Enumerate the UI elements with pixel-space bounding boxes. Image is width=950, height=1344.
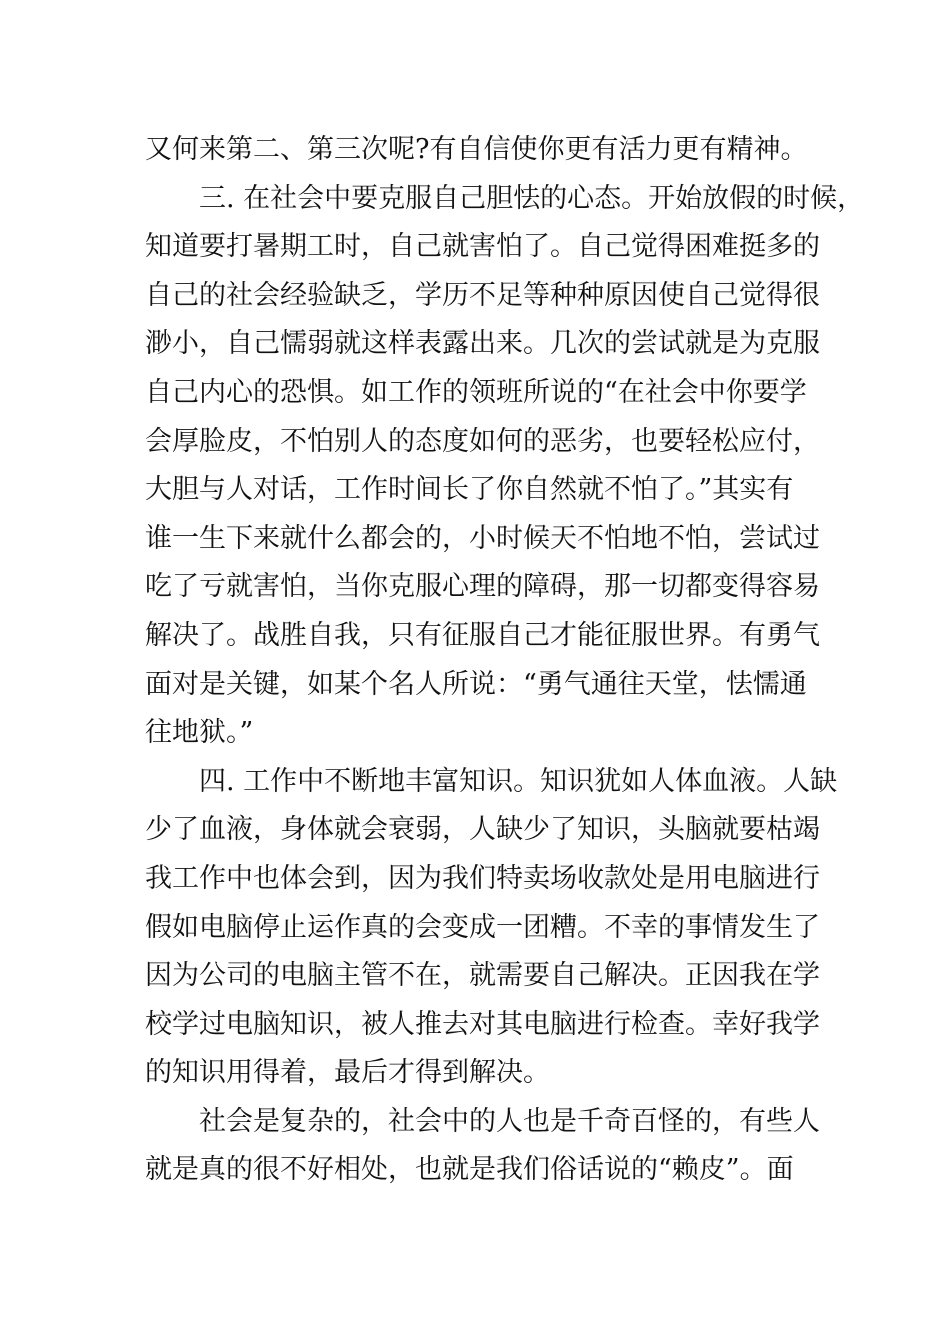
text-line-20: 的知识用得着，最后才得到解决。 [145,1057,550,1089]
text-line-16: 我工作中也体会到，因为我们特卖场收款处是用电脑进行 [145,862,820,894]
text-line-2: 三. 在社会中要克服自己胆怯的心态。开始放假的时候， [199,182,865,214]
text-line-14: 四. 工作中不断地丰富知识。知识犹如人体血液。人缺 [199,765,838,797]
text-line-21: 社会是复杂的，社会中的人也是千奇百怪的，有些人 [199,1105,820,1137]
text-line-3: 知道要打暑期工时，自己就害怕了。自己觉得困难挺多的 [145,231,820,263]
text-line-15: 少了血液，身体就会衰弱，人缺少了知识，头脑就要枯竭 [145,814,820,846]
text-line-7: 会厚脸皮，不怕别人的态度如何的恶劣，也要轻松应付， [145,425,820,457]
text-line-8: 大胆与人对话，工作时间长了你自然就不怕了。”其实有 [145,474,794,506]
text-line-10: 吃了亏就害怕，当你克服心理的障碍，那一切都变得容易 [145,571,820,603]
text-line-13: 往地狱。” [145,717,254,749]
text-line-19: 校学过电脑知识，被人推去对其电脑进行检查。幸好我学 [145,1008,820,1040]
text-line-11: 解决了。战胜自我，只有征服自己才能征服世界。有勇气 [145,619,820,651]
text-line-18: 因为公司的电脑主管不在，就需要自己解决。正因我在学 [145,960,820,992]
text-line-1: 又何来第二、第三次呢?有自信使你更有活力更有精神。 [145,134,808,165]
text-line-12: 面对是关键，如某个名人所说：“勇气通往天堂，怯懦通 [145,668,807,700]
text-line-22: 就是真的很不好相处，也就是我们俗话说的“赖皮”。面 [145,1154,794,1186]
text-line-5: 渺小，自己懦弱就这样表露出来。几次的尝试就是为克服 [145,328,820,360]
body-text [145,126,865,1195]
text-line-9: 谁一生下来就什么都会的，小时候天不怕地不怕，尝试过 [145,522,820,554]
text-line-4: 自己的社会经验缺乏，学历不足等种种原因使自己觉得很 [145,279,820,311]
text-line-17: 假如电脑停止运作真的会变成一团糟。不幸的事情发生了 [145,911,820,943]
text-line-6: 自己内心的恐惧。如工作的领班所说的“在社会中你要学 [145,376,807,408]
